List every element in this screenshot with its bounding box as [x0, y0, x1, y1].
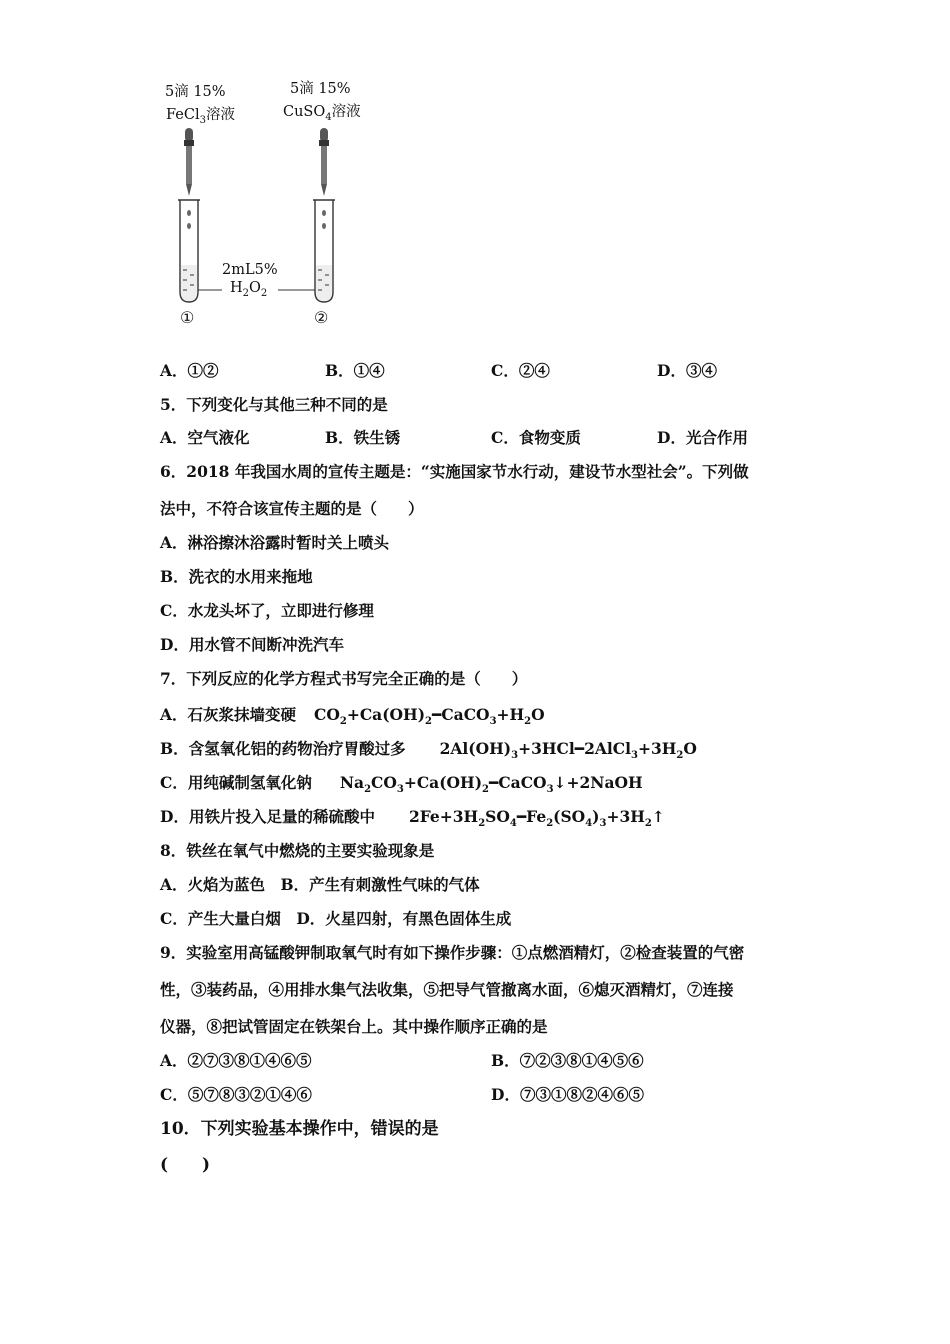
left-dropper [184, 128, 194, 196]
q5-option-d: D．光合作用 [657, 428, 748, 447]
h2o2-label-2: $H_2O_2$ [230, 280, 268, 299]
right-dropper-label-1: 5滴 15% [290, 81, 351, 97]
q7-d-equation: $2Fe+3H_2SO_4━Fe_2(SO_4)_3+3H_2↑$ [408, 807, 665, 830]
q6-option-b: B．洗衣的水用来拖地 [160, 567, 313, 586]
right-dropper [319, 128, 329, 196]
q10-stem: 10．下列实验基本操作中，错误的是 [160, 1119, 439, 1139]
q6-option-c: C．水龙头坏了，立即进行修理 [160, 601, 374, 620]
q9-stem-line2: 性，③装药品，④用排水集气法收集，⑤把导气管撤离水面，⑥熄灭酒精灯，⑦连接 [160, 980, 734, 999]
q7-option-c: C．用纯碱制氢氧化钠 $Na_2CO_3+Ca(OH)_2━CaCO_3↓+2NaOH$ [160, 773, 643, 796]
q7-stem: 7．下列反应的化学方程式书写完全正确的是（ ） [160, 669, 528, 688]
q10-answer-paren: ( ) [160, 1155, 211, 1175]
q5-stem: 5．下列变化与其他三种不同的是 [160, 395, 388, 414]
right-test-tube [313, 200, 335, 302]
q9-stem-line3: 仪器，⑧把试管固定在铁架台上。其中操作顺序正确的是 [160, 1017, 548, 1036]
q4-option-c: C．②④ [491, 361, 550, 380]
q6-stem-line1: 6．2018 年我国水周的宣传主题是：“实施国家节水行动，建设节水型社会”。下列做 [160, 462, 749, 481]
q8-options-cd: C．产生大量白烟 D．火星四射，有黑色固体生成 [160, 909, 512, 928]
left-test-tube [178, 200, 200, 302]
h2o2-label-1: 2mL5% [222, 262, 278, 278]
q9-option-b: B．⑦②③⑧①④⑤⑥ [491, 1051, 644, 1070]
experiment-figure [160, 70, 400, 340]
q4-option-d: D．③④ [657, 361, 717, 380]
q7-option-b: B．含氢氧化铝的药物治疗胃酸过多 $2Al(OH)_3+3HCl━2AlCl_3+3H_2O$ [160, 739, 697, 762]
q6-option-d: D．用水管不间断冲洗汽车 [160, 635, 344, 654]
q9-stem-line1: 9．实验室用高锰酸钾制取氧气时有如下操作步骤：①点燃酒精灯，②检查装置的气密 [160, 943, 745, 962]
q7-a-equation: $CO_2+Ca(OH)_2━CaCO_3+H_2O$ [314, 705, 545, 728]
test-tubes-diagram [160, 70, 400, 340]
q7-c-equation: $Na_2CO_3+Ca(OH)_2━CaCO_3↓+2NaOH$ [339, 773, 643, 796]
q8-options-ab: A．火焰为蓝色 B．产生有刺激性气味的气体 [160, 875, 480, 894]
tube-2-label: ② [314, 308, 329, 327]
q8-stem: 8．铁丝在氧气中燃烧的主要实验现象是 [160, 841, 435, 860]
q7-option-d: D．用铁片投入足量的稀硫酸中 $2Fe+3H_2SO_4━Fe_2(SO_4)_3+3H_2↑$ [160, 807, 665, 830]
q4-option-a: A．①② [160, 361, 219, 380]
right-dropper-label-2: CuSO$_4$溶液 [283, 104, 361, 123]
q5-option-a: A．空气液化 [160, 428, 250, 447]
q4-option-b: B．①④ [325, 361, 385, 380]
q9-option-c: C．⑤⑦⑧③②①④⑥ [160, 1085, 312, 1104]
q6-option-a: A．淋浴擦沐浴露时暂时关上喷头 [160, 533, 390, 552]
q7-b-equation: $2Al(OH)_3+3HCl━2AlCl_3+3H_2O$ [439, 739, 697, 762]
left-dropper-label-1: 5滴 15% [165, 84, 226, 100]
q9-option-a: A．②⑦③⑧①④⑥⑤ [160, 1051, 312, 1070]
q9-option-d: D．⑦③①⑧②④⑥⑤ [491, 1085, 644, 1104]
left-dropper-label-2: FeCl$_3$溶液 [166, 107, 235, 126]
q5-option-b: B．铁生锈 [325, 428, 401, 447]
q5-option-c: C．食物变质 [491, 428, 581, 447]
q6-stem-line2: 法中，不符合该宣传主题的是（ ） [160, 499, 424, 518]
tube-1-label: ① [180, 308, 195, 327]
q7-option-a: A．石灰浆抹墙变硬 $CO_2+Ca(OH)_2━CaCO_3+H_2O$ [160, 705, 545, 728]
